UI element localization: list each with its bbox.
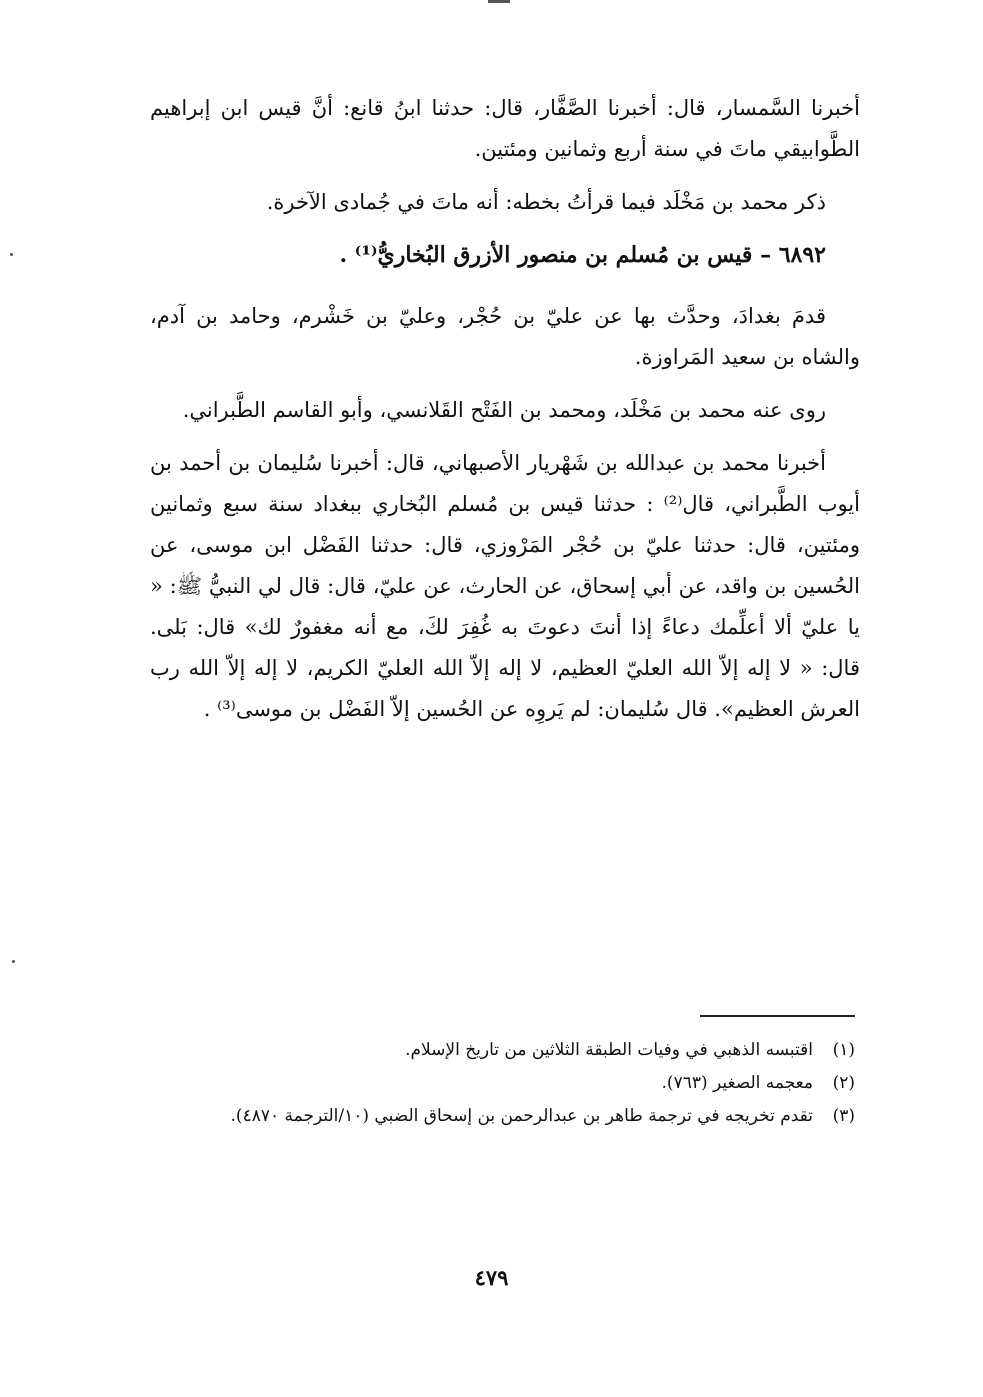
entry-heading: ٦٨٩٢ – قيس بن مُسلم بن منصور الأزرق البُخاريُّ⁽¹⁾ .: [339, 242, 826, 268]
footnote-3: [145, 1100, 855, 1133]
page-number: ٤٧٩: [474, 1265, 509, 1290]
paragraph-makhlad-note: ذكر محمد بن مَخْلَد فيما قرأتُ بخطه: أنه ماتَ في جُمادى الآخرة.: [266, 190, 826, 214]
footnote-text: معجمه الصغير (٧٦٣).: [661, 1073, 813, 1093]
main-text: [150, 88, 860, 742]
paragraph-baghdad: قدمَ بغدادَ، وحدَّث بها عن عليّ بن حُجْر، وعليّ بن خَشْرم، وحامد بن آدم، والشاه بن سعيد المَراوزة.: [150, 304, 860, 369]
footnotes: [145, 1034, 855, 1133]
scan-speck: [488, 0, 510, 3]
footnote-number: (١): [832, 1040, 855, 1060]
paragraph-narrators: روى عنه محمد بن مَخْلَد، ومحمد بن الفَتْح القَلانسي، وأبو القاسم الطَّبراني.: [182, 398, 826, 422]
footnote-text: اقتبسه الذهبي في وفيات الطبقة الثلاثين من تاريخ الإسلام.: [405, 1040, 813, 1060]
scan-speck: [10, 253, 13, 256]
footnote-text: تقدم تخريجه في ترجمة طاهر بن عبدالرحمن بن إسحاق الضبي (١٠/الترجمة ٤٨٧٠).: [230, 1106, 813, 1126]
paragraph-hadith: أخبرنا محمد بن عبدالله بن شَهْريار الأصبهاني، قال: أخبرنا سُليمان بن أحمد بن أيوب الطَّبراني، قال⁽²⁾ : حدثنا قيس بن مُسلم البُخاري ببغداد سنة سبع وثمانين ومئتين، قال: حدثنا عليّ بن حُجْر المَرْوزي، قال: حدثنا الفَضْل ابن موسى، عن الحُسين بن واقد، عن أبي إسحاق، عن الحارث، عن عليّ، قال: قال لي النبيُّ ﷺ: « يا عليّ ألا أعلِّمك دعاءً إذا أنتَ دعوتَ به غُفِرَ لكَ، مع أنه مغفورٌ لك» قال: بَلى. قال: « لا إله إلاّ الله العليّ العظيم، لا إله إلاّ الله العليّ الكريم، لا إله إلاّ الله رب العرش العظيم». قال سُليمان: لم يَروِه عن الحُسين إلاّ الفَضْل بن موسى⁽³⁾ .: [150, 451, 860, 721]
footnote-number: (٣): [832, 1106, 855, 1126]
footnote-number: (٢): [832, 1073, 855, 1093]
footnote-1: [145, 1034, 855, 1067]
footnote-divider: [700, 1015, 855, 1017]
footnote-2: [145, 1067, 855, 1100]
scan-speck: [12, 960, 15, 963]
paragraph-samsar-chain: أخبرنا السَّمسار، قال: أخبرنا الصَّفَّار، قال: حدثنا ابنُ قانع: أنَّ قيس ابن إبراهيم الطَّوابيقي ماتَ في سنة أربع وثمانين ومئتين.: [150, 96, 860, 161]
